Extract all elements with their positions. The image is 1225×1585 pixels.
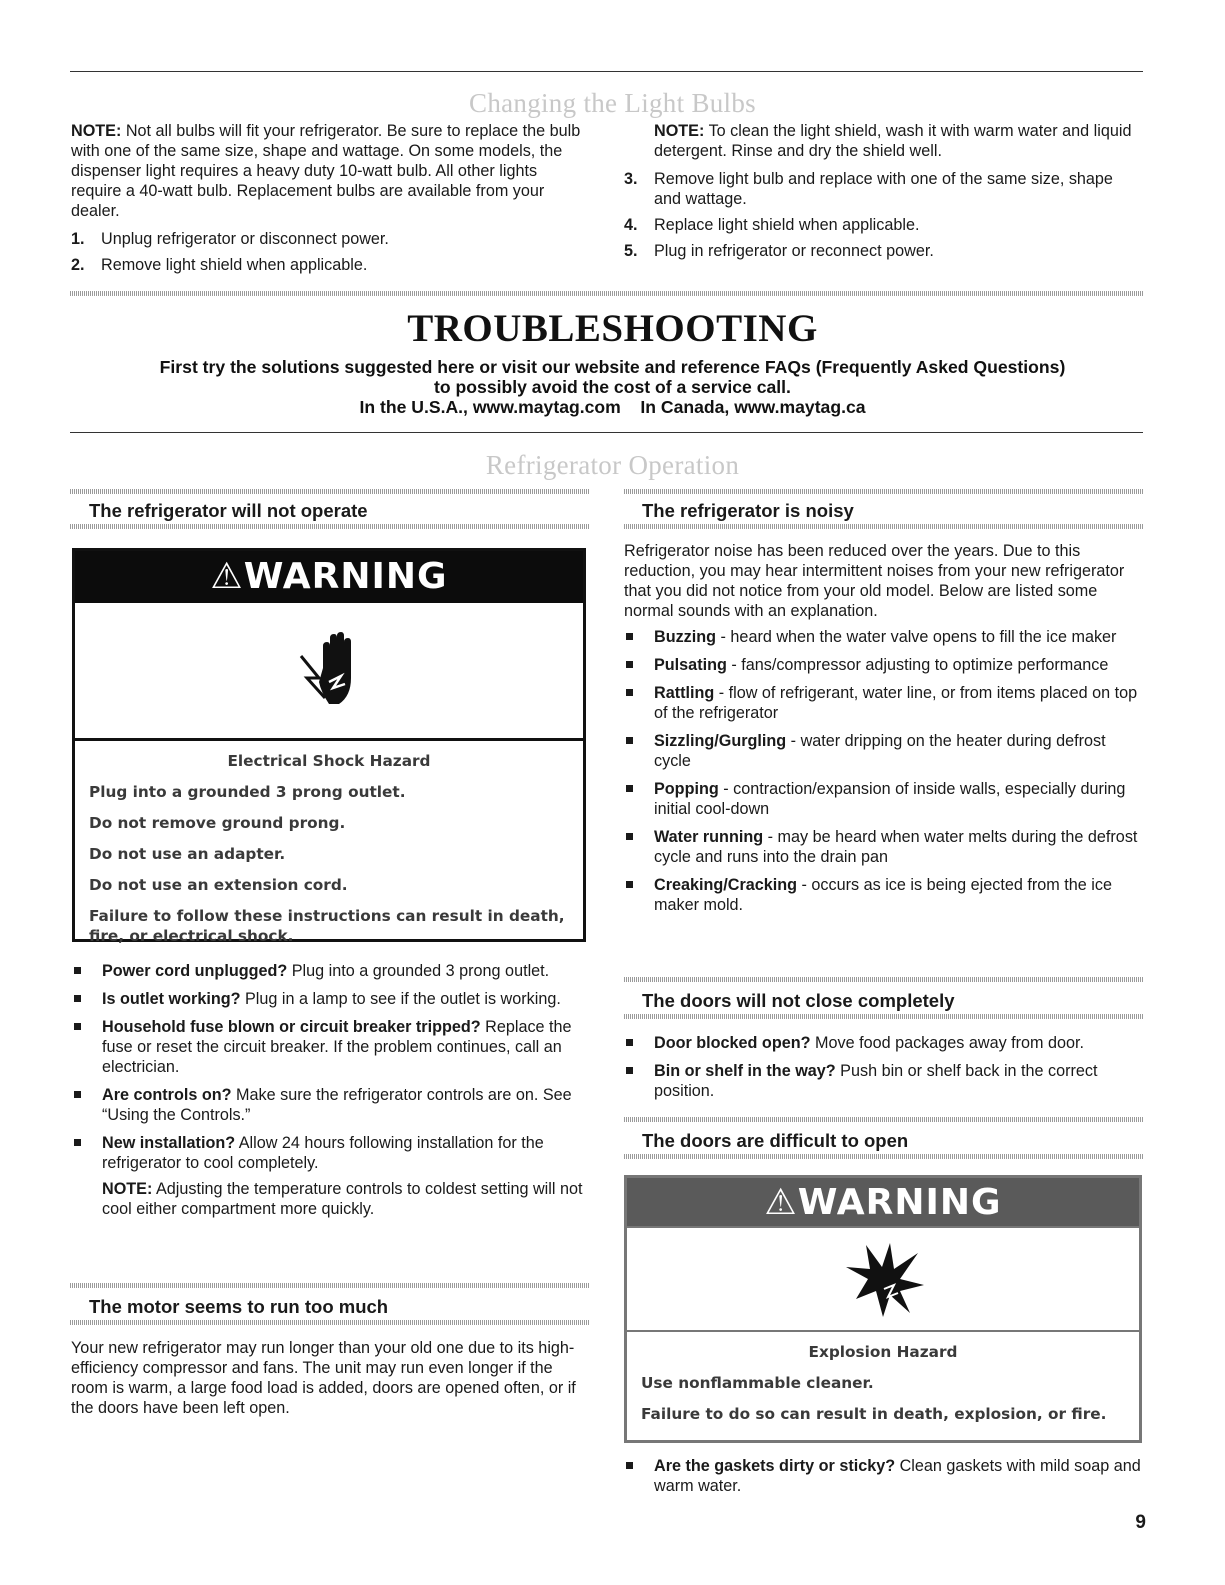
step-item: 4. Replace light shield when applicable. bbox=[624, 216, 920, 234]
warning-text: Electrical Shock Hazard Plug into a grounded 3 prong outlet. Do not remove ground prong. Do not use an adapter. Do not use an extension cord. Failure to follow these instructions can result in death, fire, or electrical shock. bbox=[89, 752, 565, 945]
electrical-shock-hand-icon bbox=[75, 603, 583, 741]
not-operate-list bbox=[72, 961, 587, 1219]
explosion-icon bbox=[627, 1228, 1139, 1332]
divider bbox=[70, 291, 1143, 296]
divider bbox=[70, 489, 590, 494]
list-item: Is outlet working? Plug in a lamp to see if the outlet is working. bbox=[72, 989, 587, 1009]
page-title: TROUBLESHOOTING bbox=[407, 307, 818, 350]
list-item: Creaking/Cracking - occurs as ice is being ejected from the ice maker mold. bbox=[624, 875, 1142, 915]
list-item: Sizzling/Gurgling - water dripping on the heater during defrost cycle bbox=[624, 731, 1142, 771]
electrical-warning-box bbox=[72, 548, 586, 945]
not-operate-heading: The refrigerator will not operate bbox=[89, 500, 368, 521]
noisy-section bbox=[624, 541, 1142, 923]
warning-banner: ⚠WARNING bbox=[627, 1178, 1139, 1228]
troubleshooting-intro: First try the solutions suggested here or visit our website and reference FAQs (Frequently Asked Questions) to possibly avoid the cost of a service call. In the U.S.A., www.maytag.com In Canada, www.maytag.ca bbox=[159, 357, 1066, 417]
warning-text: Explosion Hazard Use nonflammable cleaner. Failure to do so can result in death, explosion, or fire. bbox=[641, 1343, 1107, 1423]
list-item: Pulsating - fans/compressor adjusting to optimize performance bbox=[624, 655, 1142, 675]
warning-banner: ⚠WARNING bbox=[75, 551, 583, 603]
divider bbox=[70, 524, 590, 529]
light-shield-note: NOTE: To clean the light shield, wash it with warm water and liquid detergent. Rinse and dry the shield well. bbox=[654, 122, 1132, 160]
noisy-intro: Refrigerator noise has been reduced over the years. Due to this reduction, you may hear intermittent noises from your new refrigerator that you did not notice from your old model. Below are listed some normal sounds with an explanation. bbox=[624, 542, 1125, 620]
divider bbox=[624, 1154, 1143, 1159]
page-number: 9 bbox=[1135, 1512, 1146, 1533]
list-item: Bin or shelf in the way? Push bin or shelf back in the correct position. bbox=[624, 1061, 1142, 1101]
divider bbox=[624, 977, 1143, 982]
list-item: Water running - may be heard when water melts during the defrost cycle and runs into the drain pan bbox=[624, 827, 1142, 867]
list-item: Door blocked open? Move food packages away from door. bbox=[624, 1033, 1142, 1053]
list-item: Household fuse blown or circuit breaker tripped? Replace the fuse or reset the circuit breaker. If the problem continues, call an electrician. bbox=[72, 1017, 587, 1077]
divider bbox=[624, 1117, 1143, 1122]
list-item: New installation? Allow 24 hours following installation for the refrigerator to cool completely. bbox=[72, 1133, 587, 1173]
doors-open-list bbox=[624, 1456, 1142, 1504]
step-item: 5. Plug in refrigerator or reconnect power. bbox=[624, 242, 934, 260]
noisy-heading: The refrigerator is noisy bbox=[642, 500, 854, 521]
list-item: Popping - contraction/expansion of inside walls, especially during initial cool-down bbox=[624, 779, 1142, 819]
light-bulbs-left-column bbox=[71, 121, 591, 275]
top-rule bbox=[70, 71, 1143, 72]
motor-heading: The motor seems to run too much bbox=[89, 1296, 389, 1317]
divider bbox=[70, 1320, 590, 1325]
list-item: Buzzing - heard when the water valve opens to fill the ice maker bbox=[624, 627, 1142, 647]
doors-open-heading: The doors are difficult to open bbox=[642, 1130, 909, 1151]
light-bulbs-title: Changing the Light Bulbs bbox=[469, 88, 756, 118]
doors-close-heading: The doors will not close completely bbox=[642, 990, 955, 1011]
operation-title: Refrigerator Operation bbox=[485, 450, 740, 480]
divider bbox=[70, 1283, 590, 1288]
divider bbox=[624, 524, 1143, 529]
divider bbox=[70, 432, 1143, 433]
list-item: Rattling - flow of refrigerant, water line, or from items placed on top of the refrigerator bbox=[624, 683, 1142, 723]
warning-triangle-icon: ⚠ bbox=[210, 556, 244, 597]
divider bbox=[624, 489, 1143, 494]
explosion-warning-box bbox=[624, 1175, 1142, 1443]
light-bulbs-note: NOTE: Not all bulbs will fit your refrigerator. Be sure to replace the bulb with one of the same size, shape and wattage. On some models, the dispenser light requires a heavy duty 10-watt bulb. All other lights require a 40-watt bulb. Replacement bulbs are available from your dealer. bbox=[71, 122, 581, 220]
light-bulbs-right-column bbox=[624, 121, 1144, 261]
list-item: Are the gaskets dirty or sticky? Clean gaskets with mild soap and warm water. bbox=[624, 1456, 1142, 1496]
list-item: Power cord unplugged? Plug into a grounded 3 prong outlet. bbox=[72, 961, 587, 981]
divider bbox=[624, 1014, 1143, 1019]
controls-note: NOTE: Adjusting the temperature controls to coldest setting will not cool either compartment more quickly. bbox=[102, 1180, 583, 1218]
warning-triangle-icon: ⚠ bbox=[764, 1182, 798, 1223]
doors-close-list bbox=[624, 1033, 1142, 1109]
step-item: 1. Unplug refrigerator or disconnect power. bbox=[71, 230, 389, 248]
motor-text: Your new refrigerator may run longer than your old one due to its high-efficiency compressor and fans. The unit may run even longer if the room is warm, a large food load is added, doors are opened often, or if the doors have been left open. bbox=[71, 1339, 576, 1417]
step-item: 3. Remove light bulb and replace with one of the same size, shape and wattage. bbox=[624, 170, 1113, 208]
list-item: Are controls on? Make sure the refrigerator controls are on. See “Using the Controls.” bbox=[72, 1085, 587, 1125]
step-item: 2. Remove light shield when applicable. bbox=[71, 256, 368, 274]
